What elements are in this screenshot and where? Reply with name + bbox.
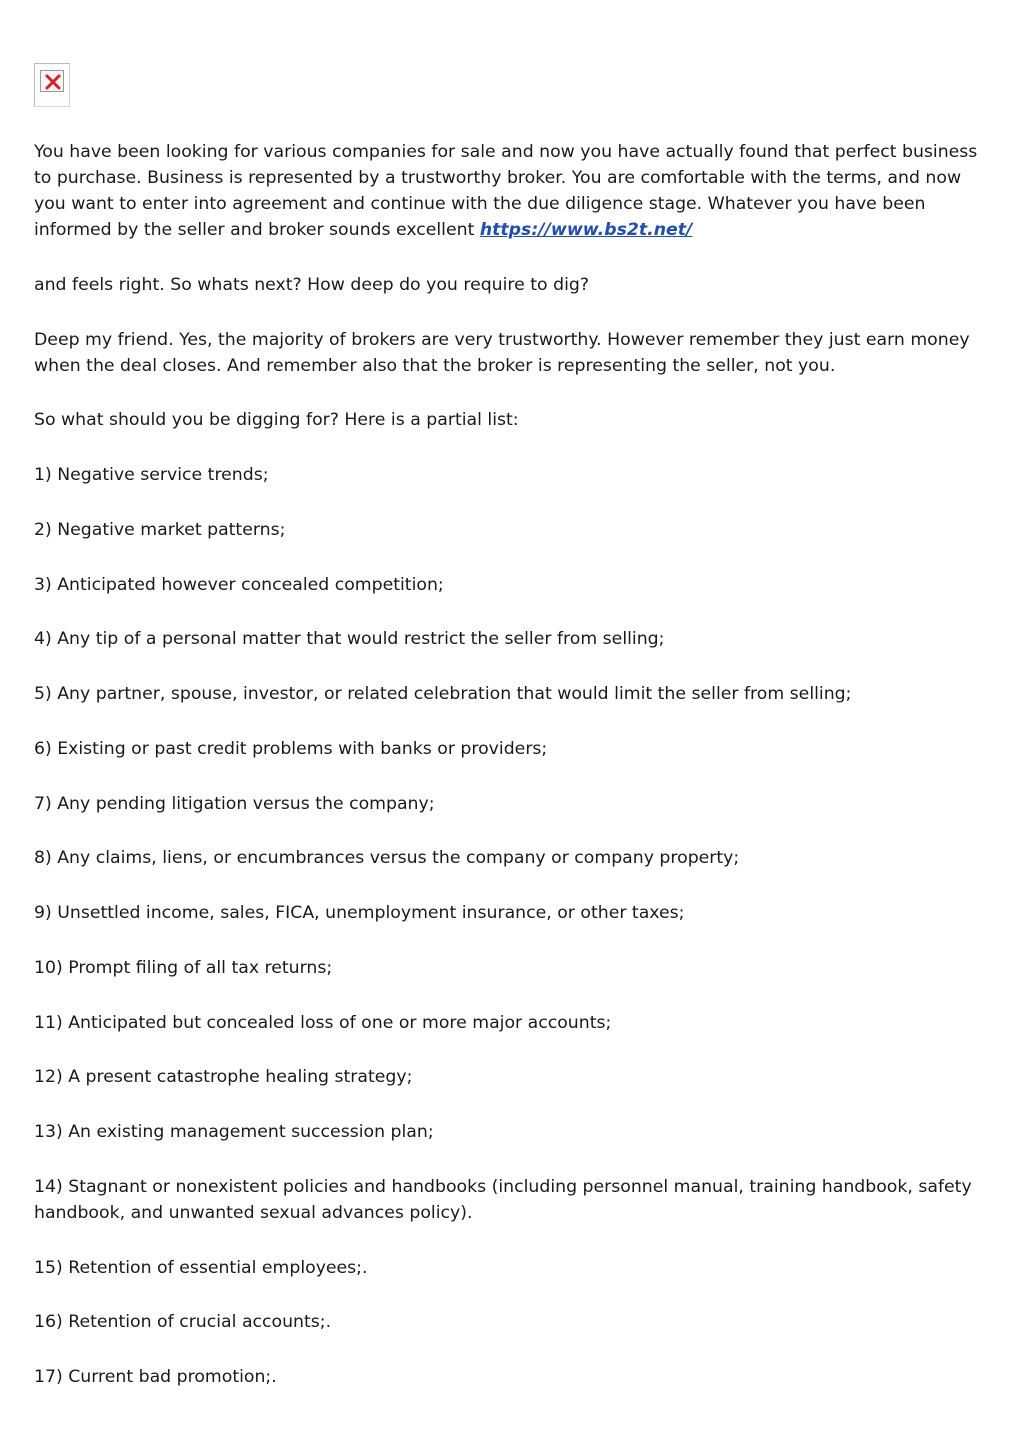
list-item: 1) Negative service trends; xyxy=(34,465,269,485)
list-item: 4) Any tip of a personal matter that would restrict the seller from selling; xyxy=(34,629,665,650)
feels-right-paragraph: and feels right. So whats next? How deep do you require to dig? xyxy=(34,274,590,295)
close-x-icon xyxy=(45,74,61,90)
list-item: 8) Any claims, liens, or encumbrances versus the company or company property; xyxy=(34,848,740,869)
list-item: 9) Unsettled income, sales, FICA, unemployment insurance, or other taxes; xyxy=(34,903,685,923)
list-item: 7) Any pending litigation versus the company; xyxy=(34,793,435,814)
image-frame xyxy=(40,70,64,92)
list-item: 13) An existing management succession plan; xyxy=(34,1122,434,1142)
list-item: 17) Current bad promotion;. xyxy=(34,1367,277,1387)
list-item: 3) Anticipated however concealed competition; xyxy=(34,574,444,595)
list-item: 2) Negative market patterns; xyxy=(34,519,286,540)
intro-paragraph xyxy=(34,139,994,243)
article-body xyxy=(34,139,994,1419)
list-item: 12) A present catastrophe healing strategy; xyxy=(34,1067,413,1088)
list-item: 10) Prompt filing of all tax returns; xyxy=(34,957,333,978)
list-item: 5) Any partner, spouse, investor, or related celebration that would limit the seller from selling; xyxy=(34,684,852,704)
list-item: 16) Retention of crucial accounts;. xyxy=(34,1312,332,1333)
list-item: 14) Stagnant or nonexistent policies and handbooks (including personnel manual, training handbook, safety handbook, and unwanted sexual advances policy). xyxy=(34,1176,972,1223)
digging-paragraph: So what should you be digging for? Here is a partial list: xyxy=(34,410,519,431)
broken-image-icon xyxy=(34,63,70,107)
intro-text: You have been looking for various companies for sale and now you have actually found that perfect business to purchase. Business is represented by a trustworthy broker. You are comfortable with the terms, and now you want to enter into agreement and continue with the due diligence stage. Whatever you have been informed by the seller and broker sounds excellent xyxy=(34,142,978,240)
list-item: 6) Existing or past credit problems with banks or providers; xyxy=(34,738,548,759)
bs2t-link[interactable]: https://www.bs2t.net/ xyxy=(479,220,693,240)
deep-paragraph: Deep my friend. Yes, the majority of brokers are very trustworthy. However remember they just earn money when the deal closes. And remember also that the broker is representing the seller, not you. xyxy=(34,329,970,376)
list-item: 11) Anticipated but concealed loss of one or more major accounts; xyxy=(34,1012,612,1033)
list-item: 15) Retention of essential employees;. xyxy=(34,1257,368,1278)
